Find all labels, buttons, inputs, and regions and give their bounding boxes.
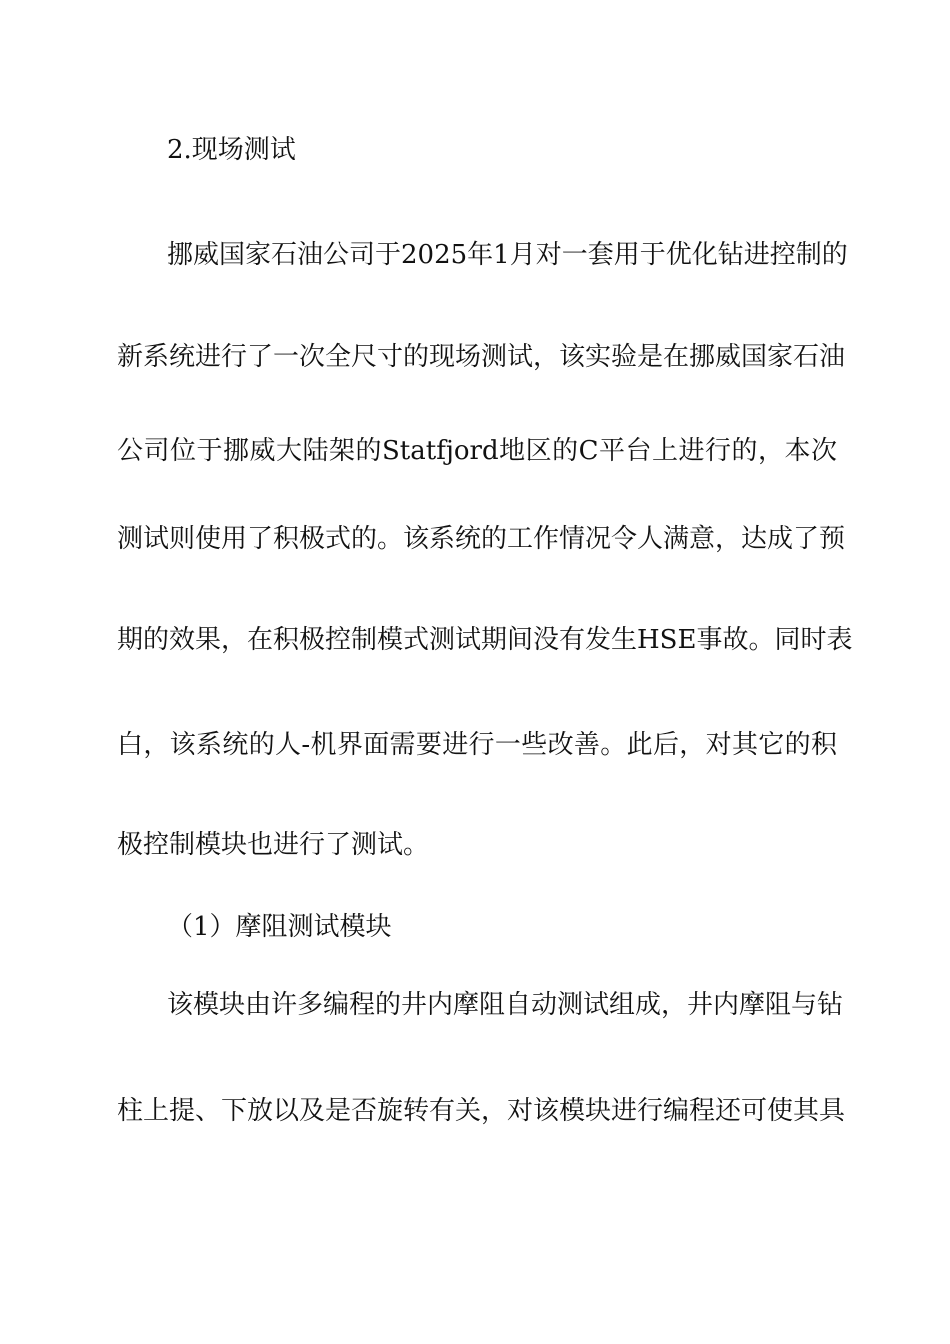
paragraph-line: 挪威国家石油公司于2025年1月对一套用于优化钻进控制的	[167, 240, 848, 270]
subsection-heading: （1）摩阻测试模块	[167, 912, 392, 942]
section-heading: 2.现场测试	[167, 135, 296, 165]
paragraph-line: 测试则使用了积极式的。该系统的工作情况令人满意，达成了预	[117, 524, 846, 554]
paragraph-line: 期的效果，在积极控制模式测试期间没有发生HSE事故。同时表	[117, 625, 853, 655]
paragraph-line: 极控制模块也进行了测试。	[117, 830, 430, 860]
paragraph-line: 该模块由许多编程的井内摩阻自动测试组成，井内摩阻与钻	[167, 990, 844, 1020]
paragraph-line: 新系统进行了一次全尺寸的现场测试，该实验是在挪威国家石油	[117, 342, 846, 372]
paragraph-line: 白，该系统的人-机界面需要进行一些改善。此后，对其它的积	[117, 730, 837, 760]
paragraph-line: 柱上提、下放以及是否旋转有关，对该模块进行编程还可使其具	[117, 1096, 846, 1126]
paragraph-line: 公司位于挪威大陆架的Statfjord地区的C平台上进行的，本次	[117, 436, 837, 466]
